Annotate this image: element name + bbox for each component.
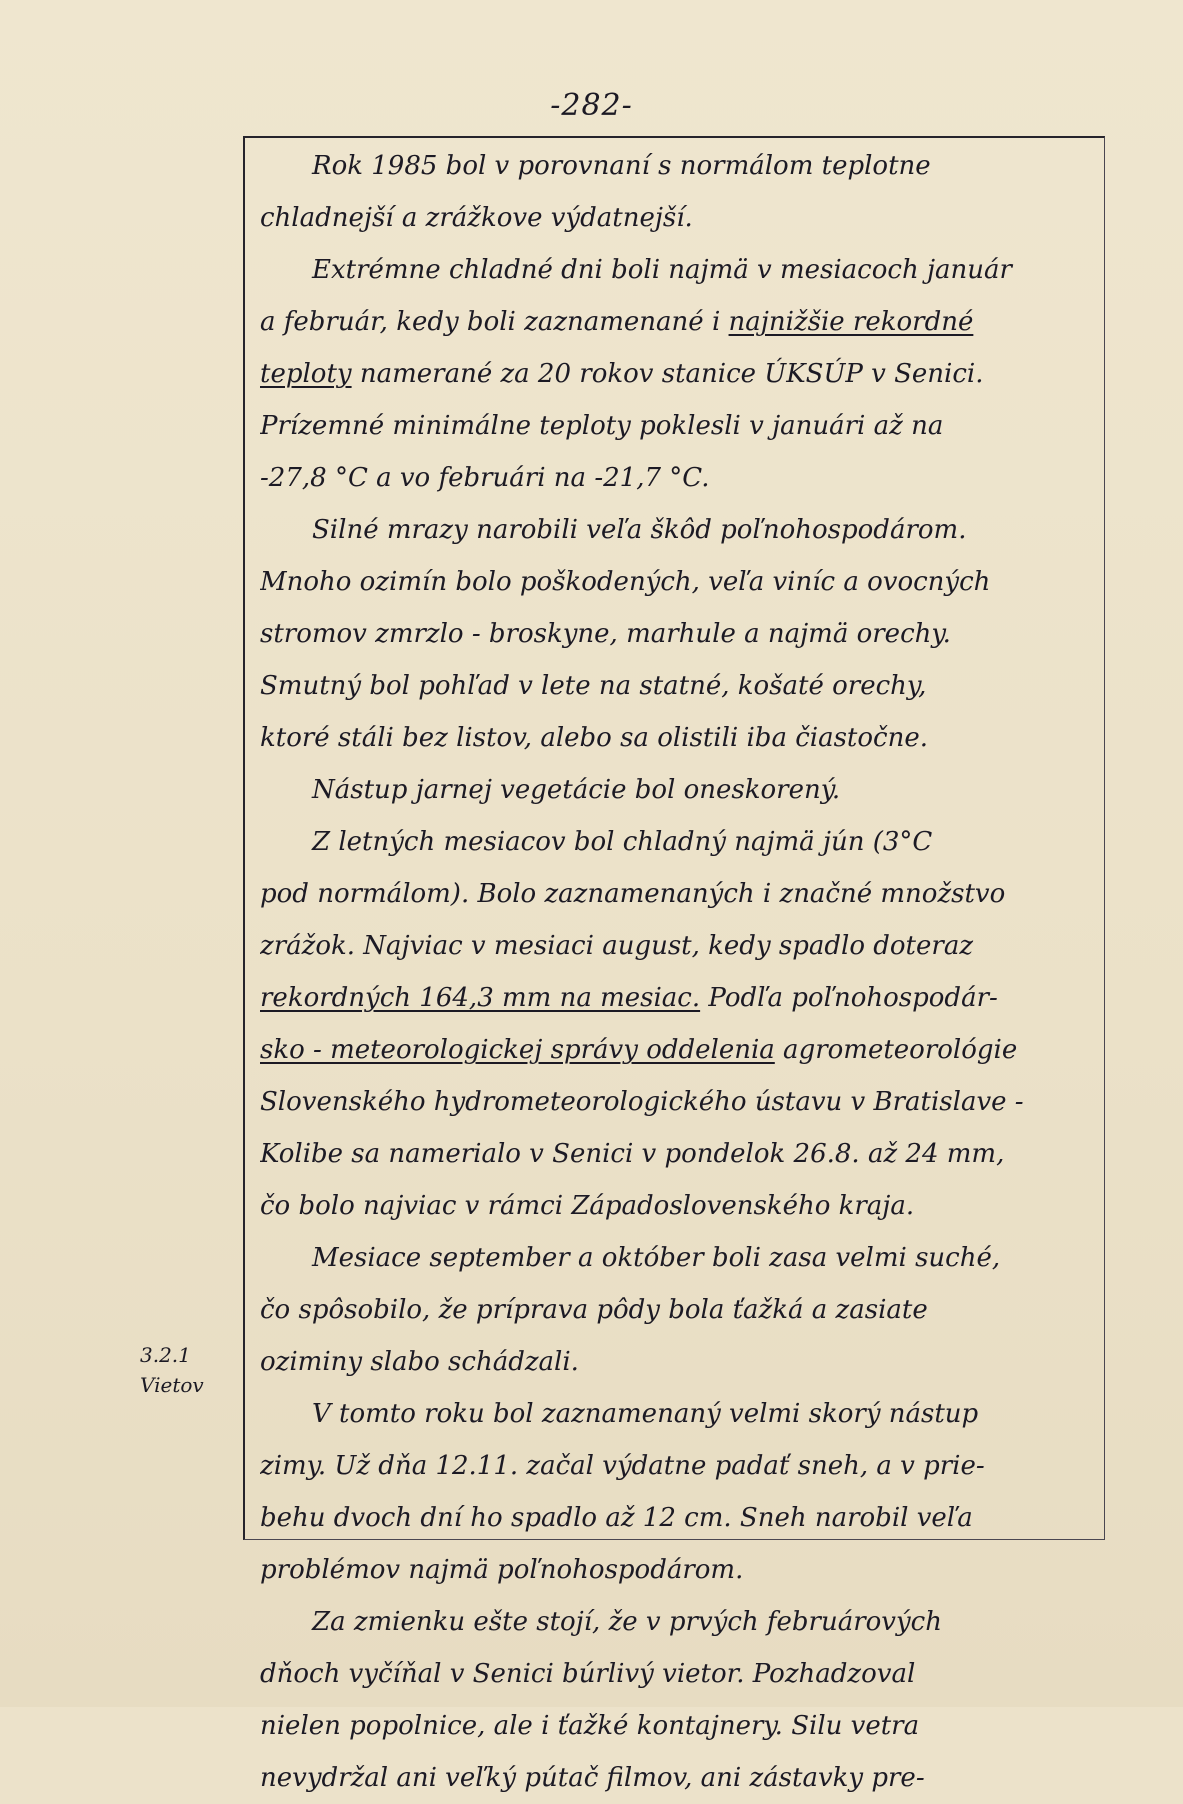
text-line <box>260 1336 1098 1388</box>
line-text: Mesiace september a október boli zasa velmi suché, <box>312 1243 1001 1273</box>
line-text: agrometeorológie <box>774 1035 1018 1065</box>
underlined-text: najnižšie rekordné <box>728 307 974 337</box>
text-line <box>260 556 1098 608</box>
line-text: Nástup jarnej vegetácie bol oneskorený. <box>312 775 841 805</box>
text-line <box>260 1076 1098 1128</box>
text-line <box>260 920 1098 972</box>
text-line <box>260 816 1098 868</box>
text-line <box>260 972 1098 1024</box>
text-line <box>260 1232 1098 1284</box>
text-line <box>260 1388 1098 1440</box>
line-text: čo spôsobilo, že príprava pôdy bola ťažká a zasiate <box>260 1295 928 1325</box>
text-line <box>260 1544 1098 1596</box>
line-text: Rok 1985 bol v porovnaní s normálom teplotne <box>312 151 931 181</box>
line-text: ktoré stáli bez listov, alebo sa olistili iba čiastočne. <box>260 723 928 753</box>
line-text: zimy. Už dňa 12.11. začal výdatne padať sneh, a v prie- <box>260 1451 985 1481</box>
text-line <box>260 348 1098 400</box>
line-text: pod normálom). Bolo zaznamenaných i značné množstvo <box>260 879 1006 909</box>
text-line <box>260 1752 1098 1804</box>
line-text: stromov zmrzlo - broskyne, marhule a najmä orechy. <box>260 619 951 649</box>
line-text: oziminy slabo schádzali. <box>260 1347 579 1377</box>
line-text: Slovenského hydrometeorologického ústavu v Bratislave - <box>260 1087 1024 1117</box>
line-text: -27,8 °C a vo februári na -21,7 °C. <box>260 463 710 493</box>
line-text: Podľa poľnohospodár- <box>700 983 998 1013</box>
text-line <box>260 504 1098 556</box>
margin-section-label: Vietov <box>140 1373 204 1397</box>
line-text: Kolibe sa namerialo v Senici v pondelok 26.8. až 24 mm, <box>260 1139 1005 1169</box>
text-line <box>260 660 1098 712</box>
text-line <box>260 764 1098 816</box>
underlined-text: rekordných 164,3 mm na mesiac. <box>260 983 701 1013</box>
line-text: behu dvoch dní ho spadlo až 12 cm. Sneh narobil veľa <box>260 1503 973 1533</box>
text-line <box>260 608 1098 660</box>
line-text: Prízemné minimálne teploty poklesli v januári až na <box>260 411 944 441</box>
line-text: V tomto roku bol zaznamenaný velmi skorý nástup <box>312 1399 979 1429</box>
line-text: chladnejší a zrážkove výdatnejší. <box>260 203 693 233</box>
text-line <box>260 1648 1098 1700</box>
line-text: Silné mrazy narobili veľa škôd poľnohospodárom. <box>312 515 967 545</box>
text-line <box>260 1596 1098 1648</box>
text-line <box>260 400 1098 452</box>
text-line <box>260 1180 1098 1232</box>
underlined-text: teploty <box>260 359 352 389</box>
text-line <box>260 1128 1098 1180</box>
text-line <box>260 1440 1098 1492</box>
text-line <box>260 244 1098 296</box>
page-number: -282- <box>550 88 633 123</box>
line-text: Mnoho ozimín bolo poškodených, veľa viníc a ovocných <box>260 567 991 597</box>
line-text: nielen popolnice, ale i ťažké kontajnery. Silu vetra <box>260 1711 920 1741</box>
line-text: Za zmienku ešte stojí, že v prvých februárových <box>312 1607 942 1637</box>
line-text: dňoch vyčíňal v Senici búrlivý vietor. Pozhadzoval <box>260 1659 916 1689</box>
line-text: problémov najmä poľnohospodárom. <box>260 1555 744 1585</box>
line-text: Extrémne chladné dni boli najmä v mesiacoch január <box>312 255 1012 285</box>
margin-section-number: 3.2.1 <box>140 1343 191 1367</box>
text-line <box>260 296 1098 348</box>
line-text: zrážok. Najviac v mesiaci august, kedy spadlo doteraz <box>260 931 974 961</box>
line-text: nevydržal ani veľký pútač filmov, ani zástavky pre- <box>260 1763 925 1793</box>
line-text: Smutný bol pohľad v lete na statné, košaté orechy, <box>260 671 927 701</box>
line-text: čo bolo najviac v rámci Západoslovenského kraja. <box>260 1191 915 1221</box>
text-line <box>260 712 1098 764</box>
text-line <box>260 452 1098 504</box>
underlined-text: sko - meteorologickej správy oddelenia <box>260 1035 775 1065</box>
line-text: a február, kedy boli zaznamenané i <box>260 307 729 337</box>
handwritten-text <box>260 140 1098 1804</box>
text-line <box>260 868 1098 920</box>
text-line <box>260 1492 1098 1544</box>
text-line <box>260 1024 1098 1076</box>
text-line <box>260 140 1098 192</box>
text-line <box>260 192 1098 244</box>
line-text: Z letných mesiacov bol chladný najmä jún (3°C <box>312 827 933 857</box>
text-line <box>260 1700 1098 1752</box>
text-line <box>260 1284 1098 1336</box>
margin-note <box>140 1340 240 1400</box>
line-text: namerané za 20 rokov stanice ÚKSÚP v Senici. <box>351 359 984 389</box>
